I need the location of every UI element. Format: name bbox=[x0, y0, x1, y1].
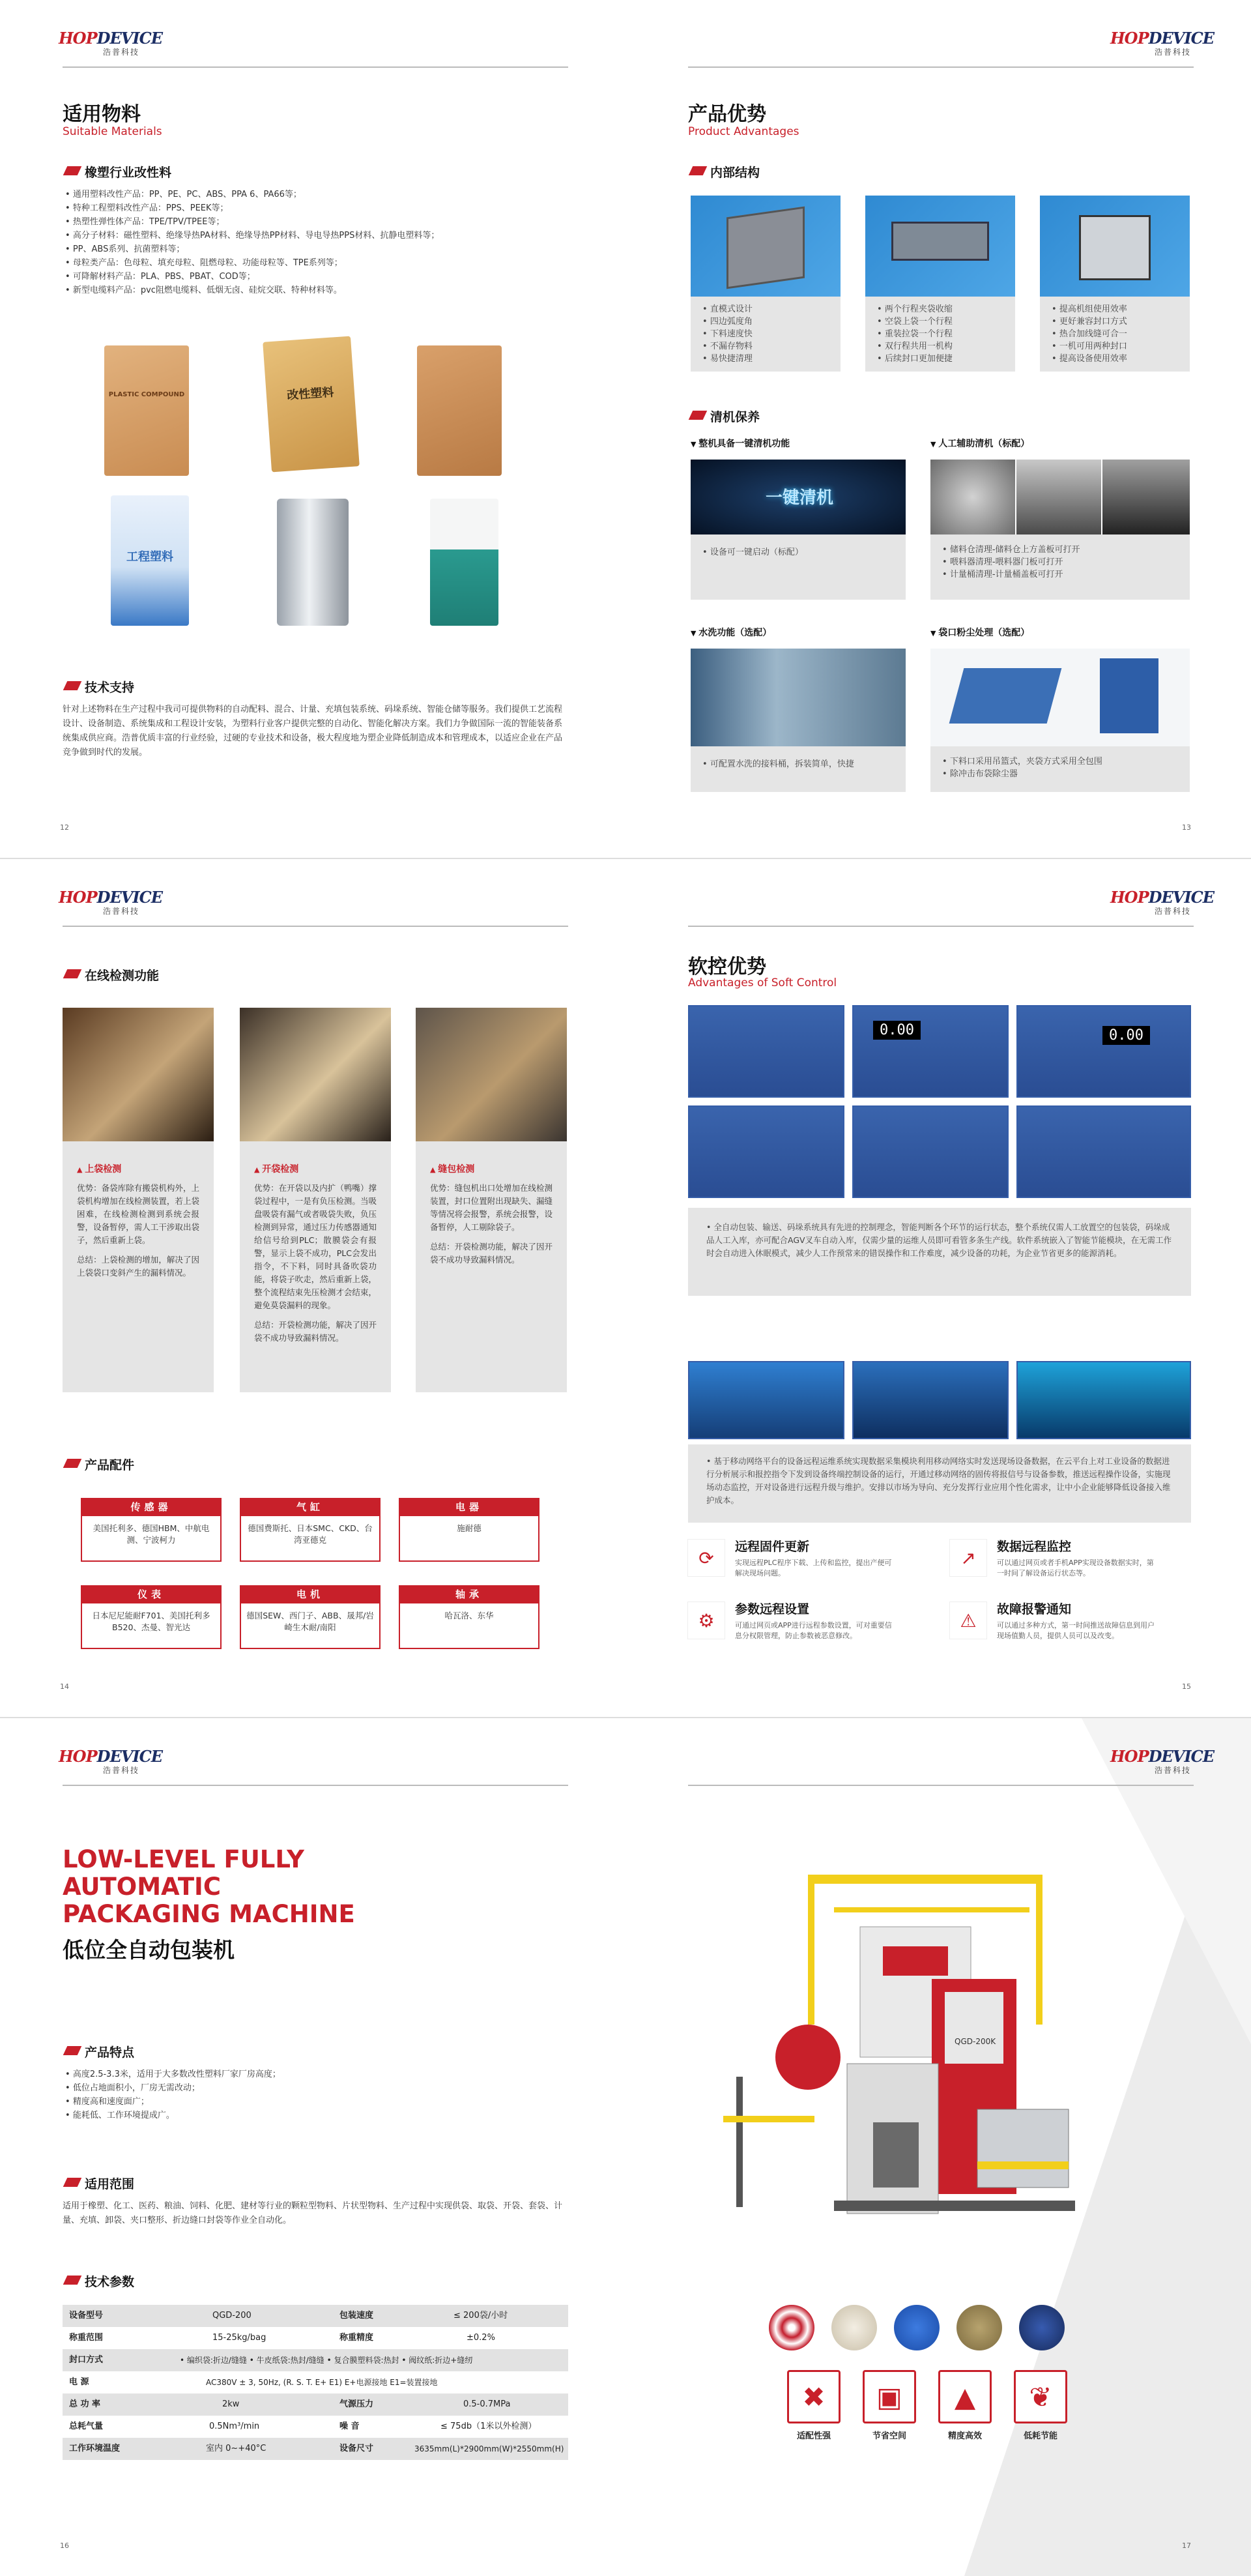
materials-list: • 通用塑料改性产品：PP、PE、PC、ABS、PPA 6、PA66等； • 特种工程塑料改性产品：PPS、PEEK等； • 热塑性弹性体产品：TPE/TPV/TPEE等； • 高分子材料：磁性塑料、绝缘导热PA材料、绝缘导热PP材料、导电导热PPS材料、抗静电塑料等； • PP、ABS系列、抗菌塑料等； • 母粒类产品：色母粒、填充母粒、阻燃母粒、功能母粒等、TPE系列等； • 可降解材料产品：PLA、PBS、PBAT、COD等； • 新型电缆料产品：pvc阻燃电缆料、低烟无卤、硅烷交联、特种材料等。 bbox=[65, 188, 534, 297]
spec-row: 总耗气量 0.5Nm³/min 噪 音 ≤ 75db（1米以外检测） bbox=[69, 2422, 537, 2431]
logo: HOPDEVICE 浩普科技 bbox=[59, 1747, 162, 1775]
structure-image bbox=[1040, 196, 1190, 297]
section-title: 产品配件 bbox=[65, 1456, 134, 1473]
box-icon: ▣ bbox=[863, 2370, 916, 2423]
pellet-sample bbox=[1019, 2305, 1065, 2350]
scope-text: 适用于橡塑、化工、医药、粮油、饲料、化肥、建材等行业的颗粒型物料、片状型物料、生产过程中实现供袋、取袋、开袋、套袋、计量、充填、卸袋、夹口整形、折边缝口封袋等作业全自动化。 bbox=[63, 2201, 563, 2225]
page-16 bbox=[0, 1718, 626, 2576]
manual-clean-image bbox=[1102, 460, 1190, 534]
page-number: 15 bbox=[1182, 1682, 1191, 1691]
wash-image bbox=[691, 649, 906, 746]
page-number: 17 bbox=[1182, 2541, 1191, 2550]
bag-image bbox=[277, 499, 349, 626]
spec-row: 设备型号 QGD-200 包装速度 ≤ 200袋/小时 bbox=[63, 2305, 568, 2327]
page-17 bbox=[626, 1718, 1251, 2576]
bag-image bbox=[417, 345, 502, 476]
pellet-sample bbox=[769, 2305, 814, 2350]
page-title: 适用物料 bbox=[63, 103, 141, 126]
section-title: 在线检测功能 bbox=[65, 966, 159, 984]
clean-text: • 下料口采用吊篮式，夹袋方式采用全包围 • 除冲击布袋除尘器 bbox=[930, 746, 1190, 792]
section-title: 技术参数 bbox=[65, 2272, 134, 2290]
support-text: 针对上述物料在生产过程中我司可提供物料的自动配料、混合、计量、充填包装系统、码垛系统、智能仓储等服务。我们提供工艺流程设计、设备制造、系统集成和工程设计安装，为塑料行业客户提供完整的自动化、智能化解决方案。我们力争做国际一流的智能装备系统集成供应商。浩普优质丰富的行业经验，过硬的专业技术和设备，极大程度地为塑企业降低制造成本和管理成本，以适应企业在产品竞争做到时代的发展。 bbox=[63, 705, 563, 757]
subsection-title: ▼ 人工辅助清机（标配） bbox=[930, 437, 1029, 450]
section-title: 适用范围 bbox=[65, 2174, 134, 2192]
parts-tag: 轴承 哈瓦洛、东华 bbox=[399, 1585, 539, 1649]
clean-text: • 设备可一键启动（标配） bbox=[691, 534, 906, 600]
page-number: 13 bbox=[1182, 823, 1191, 832]
section-title: 内部结构 bbox=[691, 163, 760, 181]
title-cn: 低位全自动包装机 bbox=[63, 1937, 235, 1963]
feature-params: ⚙ 参数远程设置 可通过网页或APP进行远程参数设置，可对重要信息分权限管理，防止参数被恶意修改。 bbox=[688, 1600, 903, 1652]
logo: HOPDEVICE 浩普科技 bbox=[1110, 888, 1214, 916]
parts-tag: 仪表 日本尼尼能耐F701、美国托利多B520、杰曼、智光达 bbox=[81, 1585, 222, 1649]
clean-text: • 储料仓清理-储料仓上方盖板可打开 • 喂料器清理-喂料器门板可打开 • 计量桶清理-计量桶盖板可打开 bbox=[930, 534, 1190, 600]
logo: HOPDEVICE 浩普科技 bbox=[1110, 1747, 1214, 1775]
chart-icon: ↗ bbox=[950, 1540, 986, 1576]
software-screen bbox=[852, 1361, 1009, 1439]
alarm-icon: ⚠ bbox=[950, 1602, 986, 1639]
hmi-screen bbox=[688, 1105, 844, 1198]
bag-image bbox=[430, 499, 498, 626]
parts-tag: 传感器 美国托利多、德国HBM、中航电测、宁波柯力 bbox=[81, 1498, 222, 1562]
adapt-icon-block: ✖ 适配性强 bbox=[787, 2370, 841, 2441]
growth-icon: ▲ bbox=[938, 2370, 992, 2423]
leaf-icon: ❦ bbox=[1014, 2370, 1067, 2423]
bag-image: PLASTIC COMPOUND bbox=[104, 345, 189, 476]
bag-image: 改性塑料 bbox=[263, 336, 360, 473]
clean-text: • 可配置水洗的接料桶，拆装简单，快捷 bbox=[691, 746, 906, 792]
structure-text: • 提高机组使用效率 • 更好兼容封口方式 • 热合加线缝可合一 • 一机可用两种封口 • 提高设备使用效率 bbox=[1040, 297, 1190, 372]
page-15 bbox=[626, 859, 1251, 1717]
section-title: 橡塑行业改性料 bbox=[65, 163, 171, 181]
svg-text:QGD-200K: QGD-200K bbox=[955, 2037, 996, 2046]
detection-image bbox=[416, 1008, 567, 1141]
adapt-icon: ✖ bbox=[787, 2370, 841, 2423]
machine-image bbox=[717, 1849, 1082, 2240]
page-number: 16 bbox=[60, 2541, 69, 2550]
page-number: 12 bbox=[60, 823, 69, 832]
structure-image bbox=[691, 196, 841, 297]
manual-clean-image bbox=[1016, 460, 1101, 534]
remote-note: • 基于移动网络平台的设备远程运维系统实现数据采集模块利用移动网络实时发送现场设备数据，在云平台上对工业设备的数据进行分析展示和报控指令下发到设备终端控制设备的运行，开通过移动网络的固传将报信号与设备参数，推送远程操作设备，实施现场动态监控，开对设备进行远程升级与维护。安排以市场为导向、充分发挥行业应用个性化需求，让中小企业能够降低设备接入维护成本。 bbox=[688, 1444, 1191, 1523]
detection-image bbox=[63, 1008, 214, 1141]
detection-card: ▲ 缝包检测 优势：缝包机出口处增加在线检测装置，封口位置附出现缺失、漏缝等情况将会报警，系统会报警，设备暂停，人工剔除袋子。 总结：开袋检测功能，解决了因开袋不成功导致漏料情况。 bbox=[416, 1141, 567, 1392]
page-12 bbox=[0, 0, 626, 858]
control-note: • 全自动包装、输送、码垛系统具有先进的控制理念，智能判断各个环节的运行状态，整个系统仅需人工放置空的包装袋，码垛成品人工入库，亦可配合AGV叉车自动入库，仅需少量的运维人员即可看管多条生产线。软件系统嵌入了智能节能模块，在无需工作时会自动进入休眠模式，减少人工作预常来的错误操作和工作难度，减少设备的功耗，为企业节省更多的能源消耗。 bbox=[688, 1208, 1191, 1296]
structure-text: • 两个行程夹袋收缩 • 空袋上袋一个行程 • 重装拉袋一个行程 • 双行程共用一机构 • 后续封口更加便捷 bbox=[865, 297, 1015, 372]
subsection-title: ▼ 水洗功能（选配） bbox=[691, 626, 771, 639]
detection-image bbox=[240, 1008, 391, 1141]
spec-row: 称重范围 15-25kg/bag 称重精度 ±0.2% bbox=[69, 2333, 495, 2343]
space-icon-block: ▣ 节省空间 bbox=[863, 2370, 916, 2441]
bag-image: 工程塑料 bbox=[111, 495, 189, 626]
hmi-screen bbox=[1016, 1105, 1191, 1198]
hmi-screen bbox=[852, 1105, 1009, 1198]
logo: HOPDEVICE 浩普科技 bbox=[59, 888, 162, 916]
hmi-screen: 0.00 bbox=[1016, 1005, 1191, 1098]
settings-icon: ⚙ bbox=[688, 1602, 725, 1639]
page-title-en: Suitable Materials bbox=[63, 125, 162, 138]
subsection-title: ▼ 袋口粉尘处理（选配） bbox=[930, 626, 1029, 639]
clean-screen-image: 一键清机 bbox=[691, 460, 906, 534]
page-number: 14 bbox=[60, 1682, 69, 1691]
section-title: 产品特点 bbox=[65, 2043, 134, 2060]
spec-row: 总 功 率 2kw 气源压力 0.5-0.7MPa bbox=[63, 2393, 568, 2416]
page-13 bbox=[626, 0, 1251, 858]
structure-image bbox=[865, 196, 1015, 297]
detection-card: ▲ 上袋检测 优势：备袋库除有搬袋机构外，上袋机构增加在线检测装置，若上袋困难，在线检测检测到系统会报警，设备暂停，需人工干涉取出袋子，然后重新上袋。 总结：上袋检测的增加，解决了因上袋袋口变斜产生的漏料情况。 bbox=[63, 1141, 214, 1392]
software-screen bbox=[1016, 1361, 1191, 1439]
feature-alarm: ⚠ 故障报警通知 可以通过多种方式，第一时间推送故障信息到用户现场值勤人员，提供人员可以及改变。 bbox=[950, 1600, 1165, 1652]
page-14 bbox=[0, 859, 626, 1717]
precision-icon-block: ▲ 精度高效 bbox=[938, 2370, 992, 2441]
hmi-screen: 0.00 bbox=[852, 1005, 1009, 1098]
parts-tag: 电器 施耐德 bbox=[399, 1498, 539, 1562]
energy-icon-block: ❦ 低耗节能 bbox=[1014, 2370, 1067, 2441]
pellet-sample bbox=[956, 2305, 1002, 2350]
spec-row: 封口方式 • 编织袋:折边/缝缝 • 牛皮纸袋:热封/缝缝 • 复合膜塑料袋:热封 • 阀纹纸:折边+缝纫 bbox=[63, 2349, 568, 2371]
manual-clean-image bbox=[930, 460, 1015, 534]
page-title-en: Advantages of Soft Control bbox=[688, 976, 837, 989]
page-title: 软控优势 bbox=[688, 956, 766, 978]
structure-text: • 直模式设计 • 四边弧度角 • 下料速度快 • 不漏存物料 • 易快捷清理 bbox=[691, 297, 841, 372]
parts-tag: 气缸 德国费斯托、日本SMC、CKD、台湾亚德克 bbox=[240, 1498, 381, 1562]
logo: HOPDEVICE 浩普科技 bbox=[59, 29, 162, 57]
hmi-screen bbox=[688, 1005, 844, 1098]
dust-image bbox=[930, 649, 1190, 746]
pellet-sample bbox=[831, 2305, 877, 2350]
subsection-title: ▼ 整机具备一键清机功能 bbox=[691, 437, 790, 450]
software-screen bbox=[688, 1361, 844, 1439]
pellet-sample bbox=[894, 2305, 940, 2350]
feature-list: • 高度2.5-3.3米，适用于大多数改性塑料厂家厂房高度； • 低位占地面积小，厂房无需改动； • 精度高和速度面广； • 能耗低、工作环境提成广。 bbox=[65, 2068, 560, 2122]
page-title-en: Product Advantages bbox=[688, 125, 799, 138]
logo: HOPDEVICE 浩普科技 bbox=[1110, 29, 1214, 57]
refresh-icon: ⟳ bbox=[688, 1540, 725, 1576]
spec-row: 电 源 AC380V ± 3, 50Hz, (R. S. T. E+ E1) E+电源接地 E1=装置接地 bbox=[69, 2377, 438, 2387]
feature-firmware: ⟳ 远程固件更新 实现远程PLC程序下载、上传和监控，提出产便可解决现场问题。 bbox=[688, 1537, 903, 1589]
feature-monitor: ↗ 数据远程监控 可以通过网页或者手机APP实现设备数据实时，第一时间了解设备运行状态等。 bbox=[950, 1537, 1165, 1589]
section-title: 技术支持 bbox=[65, 678, 134, 695]
section-title: 清机保养 bbox=[691, 407, 760, 425]
parts-tag: 电机 德国SEW、西门子、ABB、晟邦/岩崎生木耐/南阳 bbox=[240, 1585, 381, 1649]
title-en: LOW-LEVEL FULLY AUTOMATIC PACKAGING MACHINE bbox=[63, 1845, 355, 1928]
page-title: 产品优势 bbox=[688, 103, 766, 126]
spec-row: 工作环境温度 室内 0~+40°C 设备尺寸 3635mm(L)*2900mm(W)*2550mm(H) bbox=[63, 2438, 568, 2460]
detection-card: ▲ 开袋检测 优势：在开袋以及内扩（鸭嘴）撑袋过程中，一是有负压检测。当吸盘吸袋有漏气或者吸袋失败，负压检测到异常，通过压力传感器通知给信号给到PLC；散膜袋会有报警，显示上袋不成功，PLC会发出指令，不下料，同时具备吹袋功能，将袋子吹走，然后重新上袋，整个流程结束先压检测才会结束，避免莫袋漏料的现象。 总结：开袋检测功能，解决了因开袋不成功导致漏料情况。 bbox=[240, 1141, 391, 1392]
